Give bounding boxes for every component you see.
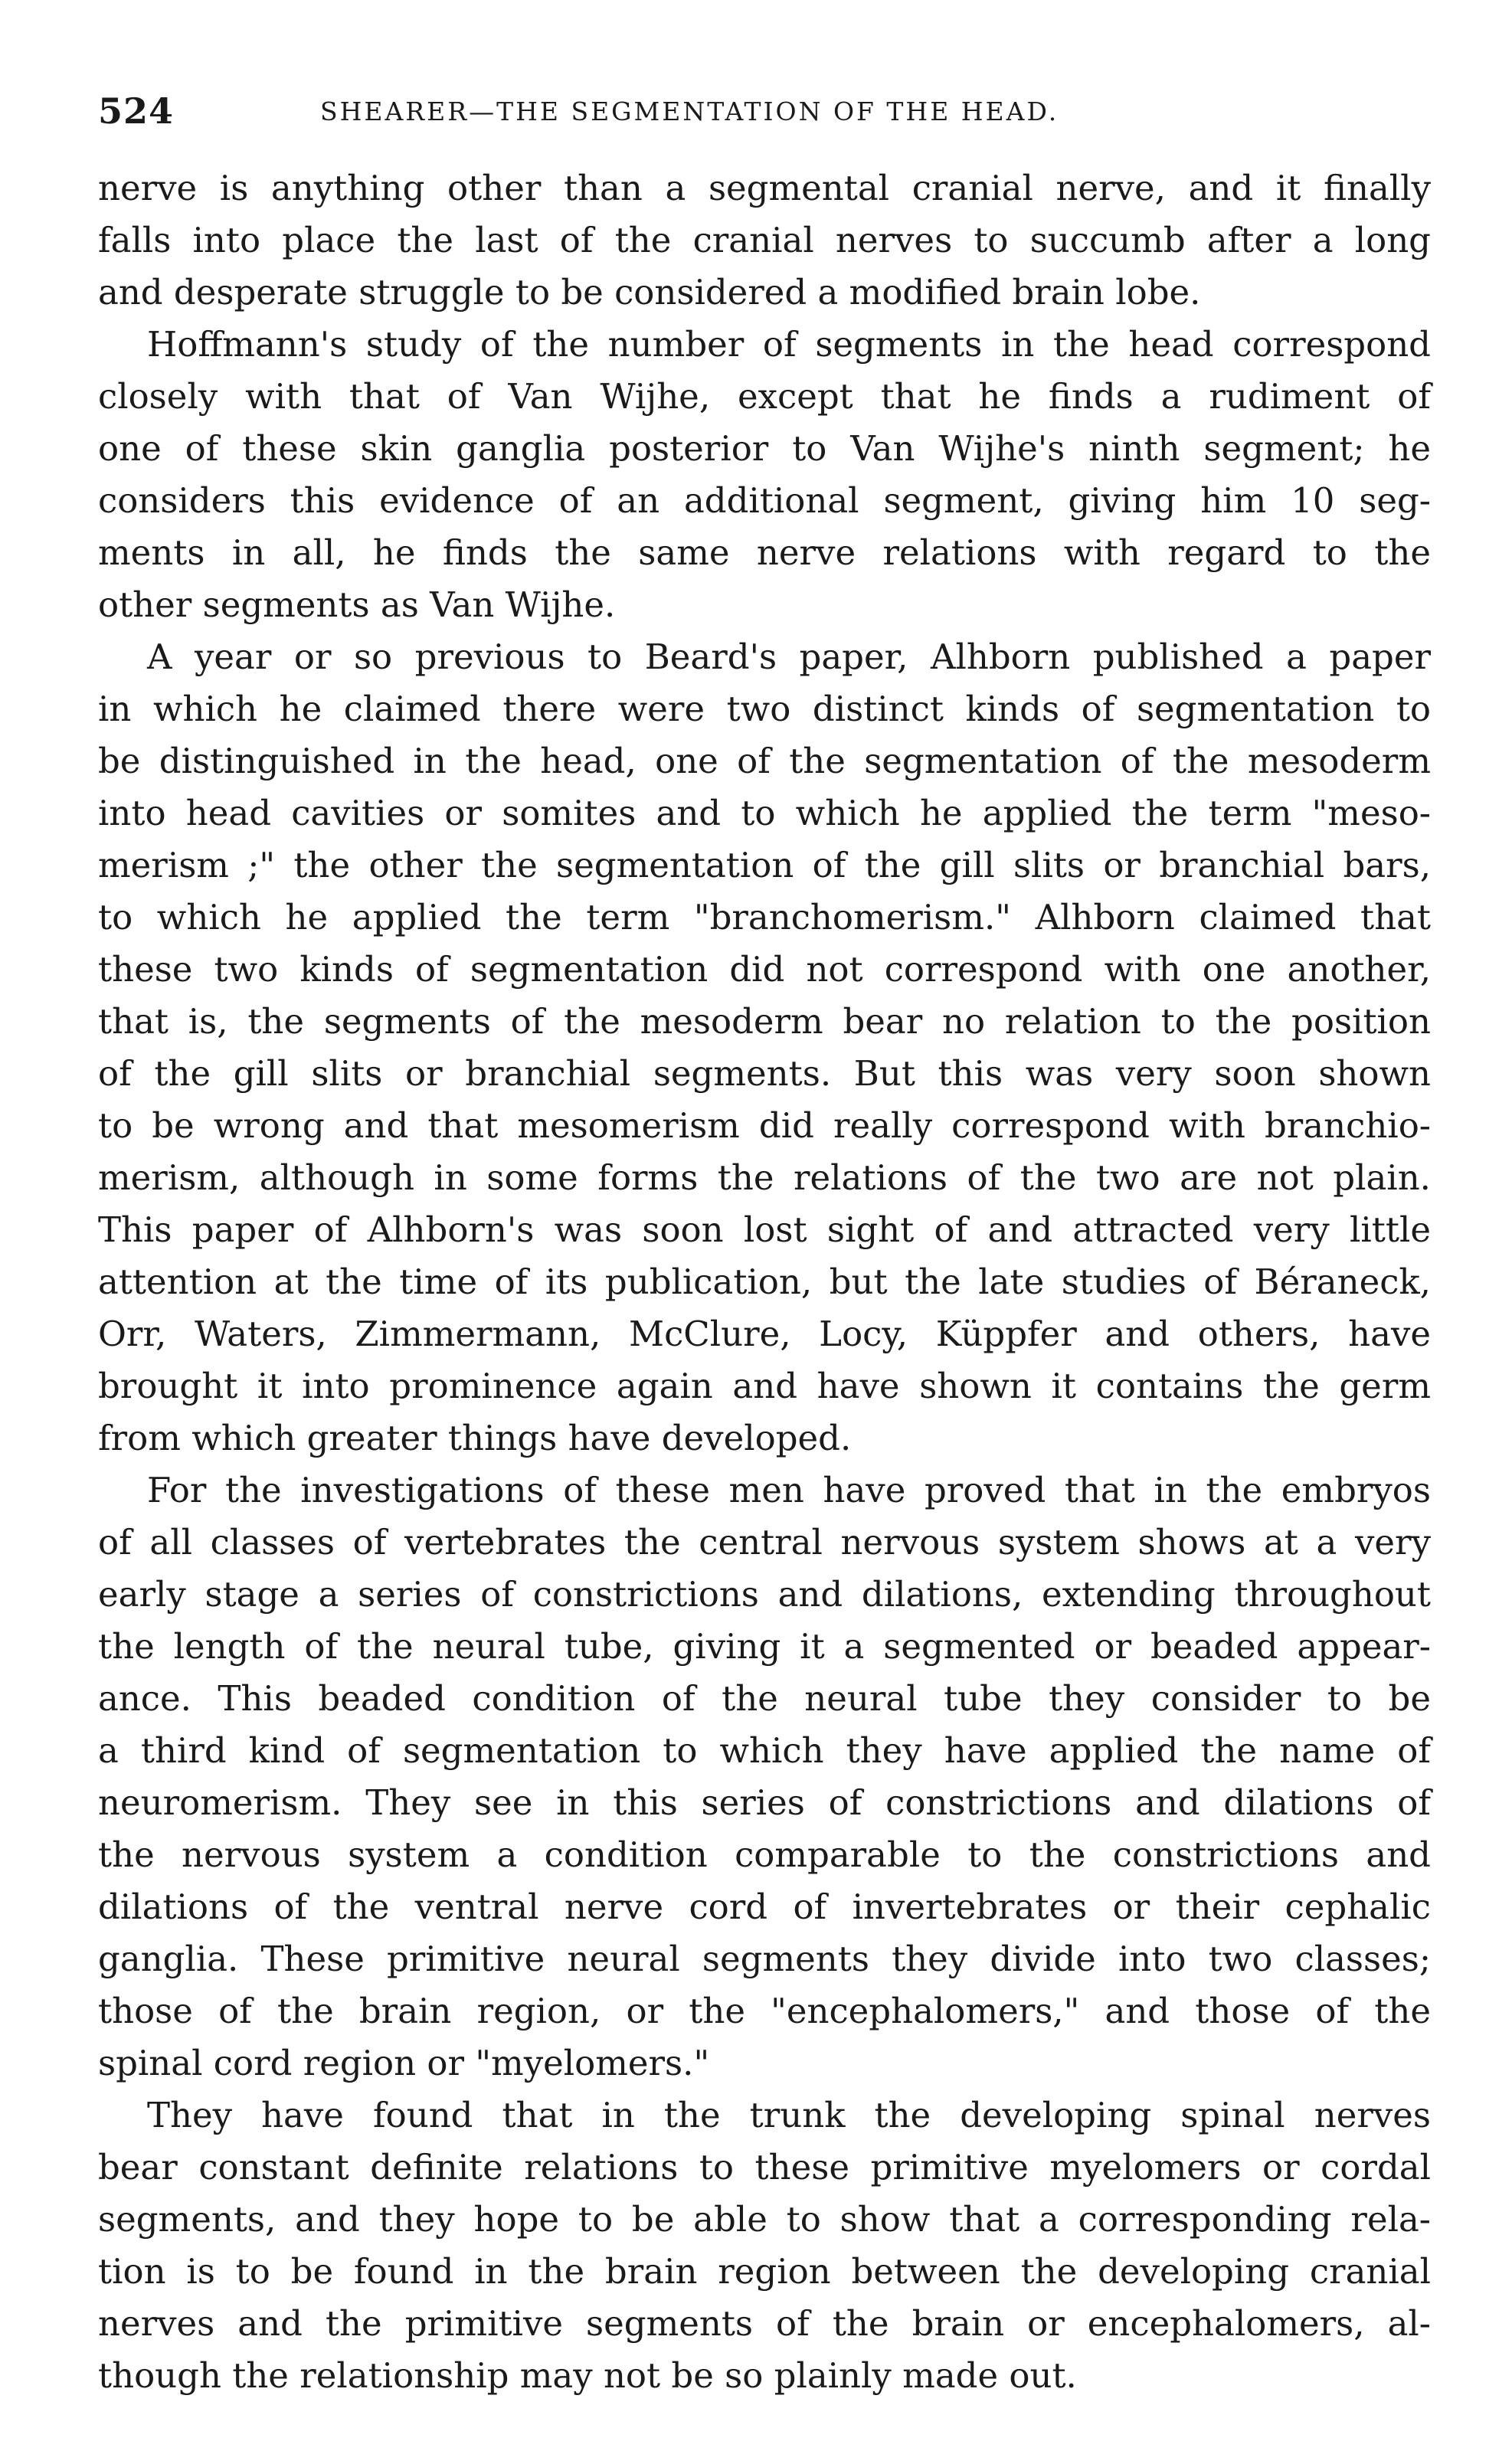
text-line: the nervous system a condition comparable to the constrictions and (98, 1834, 1431, 1875)
text-line: and desperate struggle to be considered a modified brain lobe. (98, 272, 1201, 312)
paragraph-3 (98, 631, 1431, 1464)
text-line: early stage a series of constrictions and dilations, extending throughout (98, 1574, 1431, 1615)
page-number: 524 (98, 90, 175, 132)
paragraph-5 (98, 2089, 1431, 2402)
text-line: brought it into prominence again and have shown it contains the germ (98, 1366, 1431, 1406)
text-line: segments, and they hope to be able to show that a corresponding rela- (98, 2199, 1431, 2240)
text-line: A year or so previous to Beard's paper, Alhborn published a paper (147, 636, 1431, 677)
text-line: attention at the time of its publication, but the late studies of Béraneck, (98, 1261, 1431, 1302)
text-line: closely with that of Van Wijhe, except that he finds a rudiment of (98, 376, 1431, 417)
text-line: to which he applied the term "branchomerism." Alhborn claimed that (98, 897, 1431, 937)
text-line: ance. This beaded condition of the neural tube they consider to be (98, 1678, 1431, 1719)
text-line: other segments as Van Wijhe. (98, 584, 616, 625)
paragraph-4 (98, 1464, 1431, 2089)
text-line: in which he claimed there were two distinct kinds of segmentation to (98, 689, 1431, 729)
text-line: those of the brain region, or the "encephalomers," and those of the (98, 1991, 1431, 2031)
text-line: of all classes of vertebrates the central nervous system shows at a very (98, 1522, 1431, 1562)
running-title: SHEARER—THE SEGMENTATION OF THE HEAD. (320, 97, 1059, 126)
text-line: They have found that in the trunk the developing spinal nerves (147, 2095, 1431, 2135)
text-line: Orr, Waters, Zimmermann, McClure, Locy, Küppfer and others, have (98, 1314, 1431, 1354)
text-line: For the investigations of these men have proved that in the embryos (147, 1470, 1431, 1510)
text-line: the length of the neural tube, giving it a segmented or beaded appear- (98, 1626, 1431, 1667)
text-line: considers this evidence of an additional segment, giving him 10 seg- (98, 480, 1431, 521)
text-line: falls into place the last of the cranial nerves to succumb after a long (98, 220, 1431, 260)
running-head (98, 90, 1431, 136)
text-line: neuromerism. They see in this series of constrictions and dilations of (98, 1782, 1431, 1823)
text-line: to be wrong and that mesomerism did really correspond with branchio- (98, 1105, 1431, 1146)
text-line: ganglia. These primitive neural segments they divide into two classes; (98, 1939, 1431, 1979)
paragraph-2 (98, 319, 1431, 631)
text-line: though the relationship may not be so plainly made out. (98, 2355, 1077, 2396)
text-line: nerve is anything other than a segmental cranial nerve, and it finally (98, 168, 1431, 208)
paragraph-1 (98, 162, 1431, 319)
text-line: of the gill slits or branchial segments. But this was very soon shown (98, 1053, 1431, 1094)
text-line: Hoffmann's study of the number of segments in the head correspond (147, 324, 1431, 365)
text-line: spinal cord region or "myelomers." (98, 2043, 710, 2083)
text-line: merism ;" the other the segmentation of the gill slits or branchial bars, (98, 845, 1431, 885)
text-line: from which greater things have developed. (98, 1418, 852, 1458)
text-line: these two kinds of segmentation did not correspond with one another, (98, 949, 1431, 990)
text-line: be distinguished in the head, one of the segmentation of the mesoderm (98, 741, 1431, 781)
text-line: This paper of Alhborn's was soon lost sight of and attracted very little (98, 1209, 1431, 1250)
text-line: that is, the segments of the mesoderm bear no relation to the position (98, 1001, 1431, 1042)
text-line: one of these skin ganglia posterior to Van Wijhe's ninth segment; he (98, 428, 1431, 469)
text-line: a third kind of segmentation to which they have applied the name of (98, 1730, 1431, 1771)
text-line: tion is to be found in the brain region between the developing cranial (98, 2251, 1431, 2292)
text-line: merism, although in some forms the relations of the two are not plain. (98, 1157, 1431, 1198)
body-text (98, 162, 1431, 2402)
text-line: nerves and the primitive segments of the brain or encephalomers, al- (98, 2303, 1431, 2344)
text-line: dilations of the ventral nerve cord of invertebrates or their cephalic (98, 1886, 1431, 1927)
text-line: bear constant definite relations to these primitive myelomers or cordal (98, 2147, 1431, 2187)
text-line: ments in all, he finds the same nerve relations with regard to the (98, 532, 1431, 573)
text-line: into head cavities or somites and to which he applied the term "meso- (98, 793, 1431, 833)
